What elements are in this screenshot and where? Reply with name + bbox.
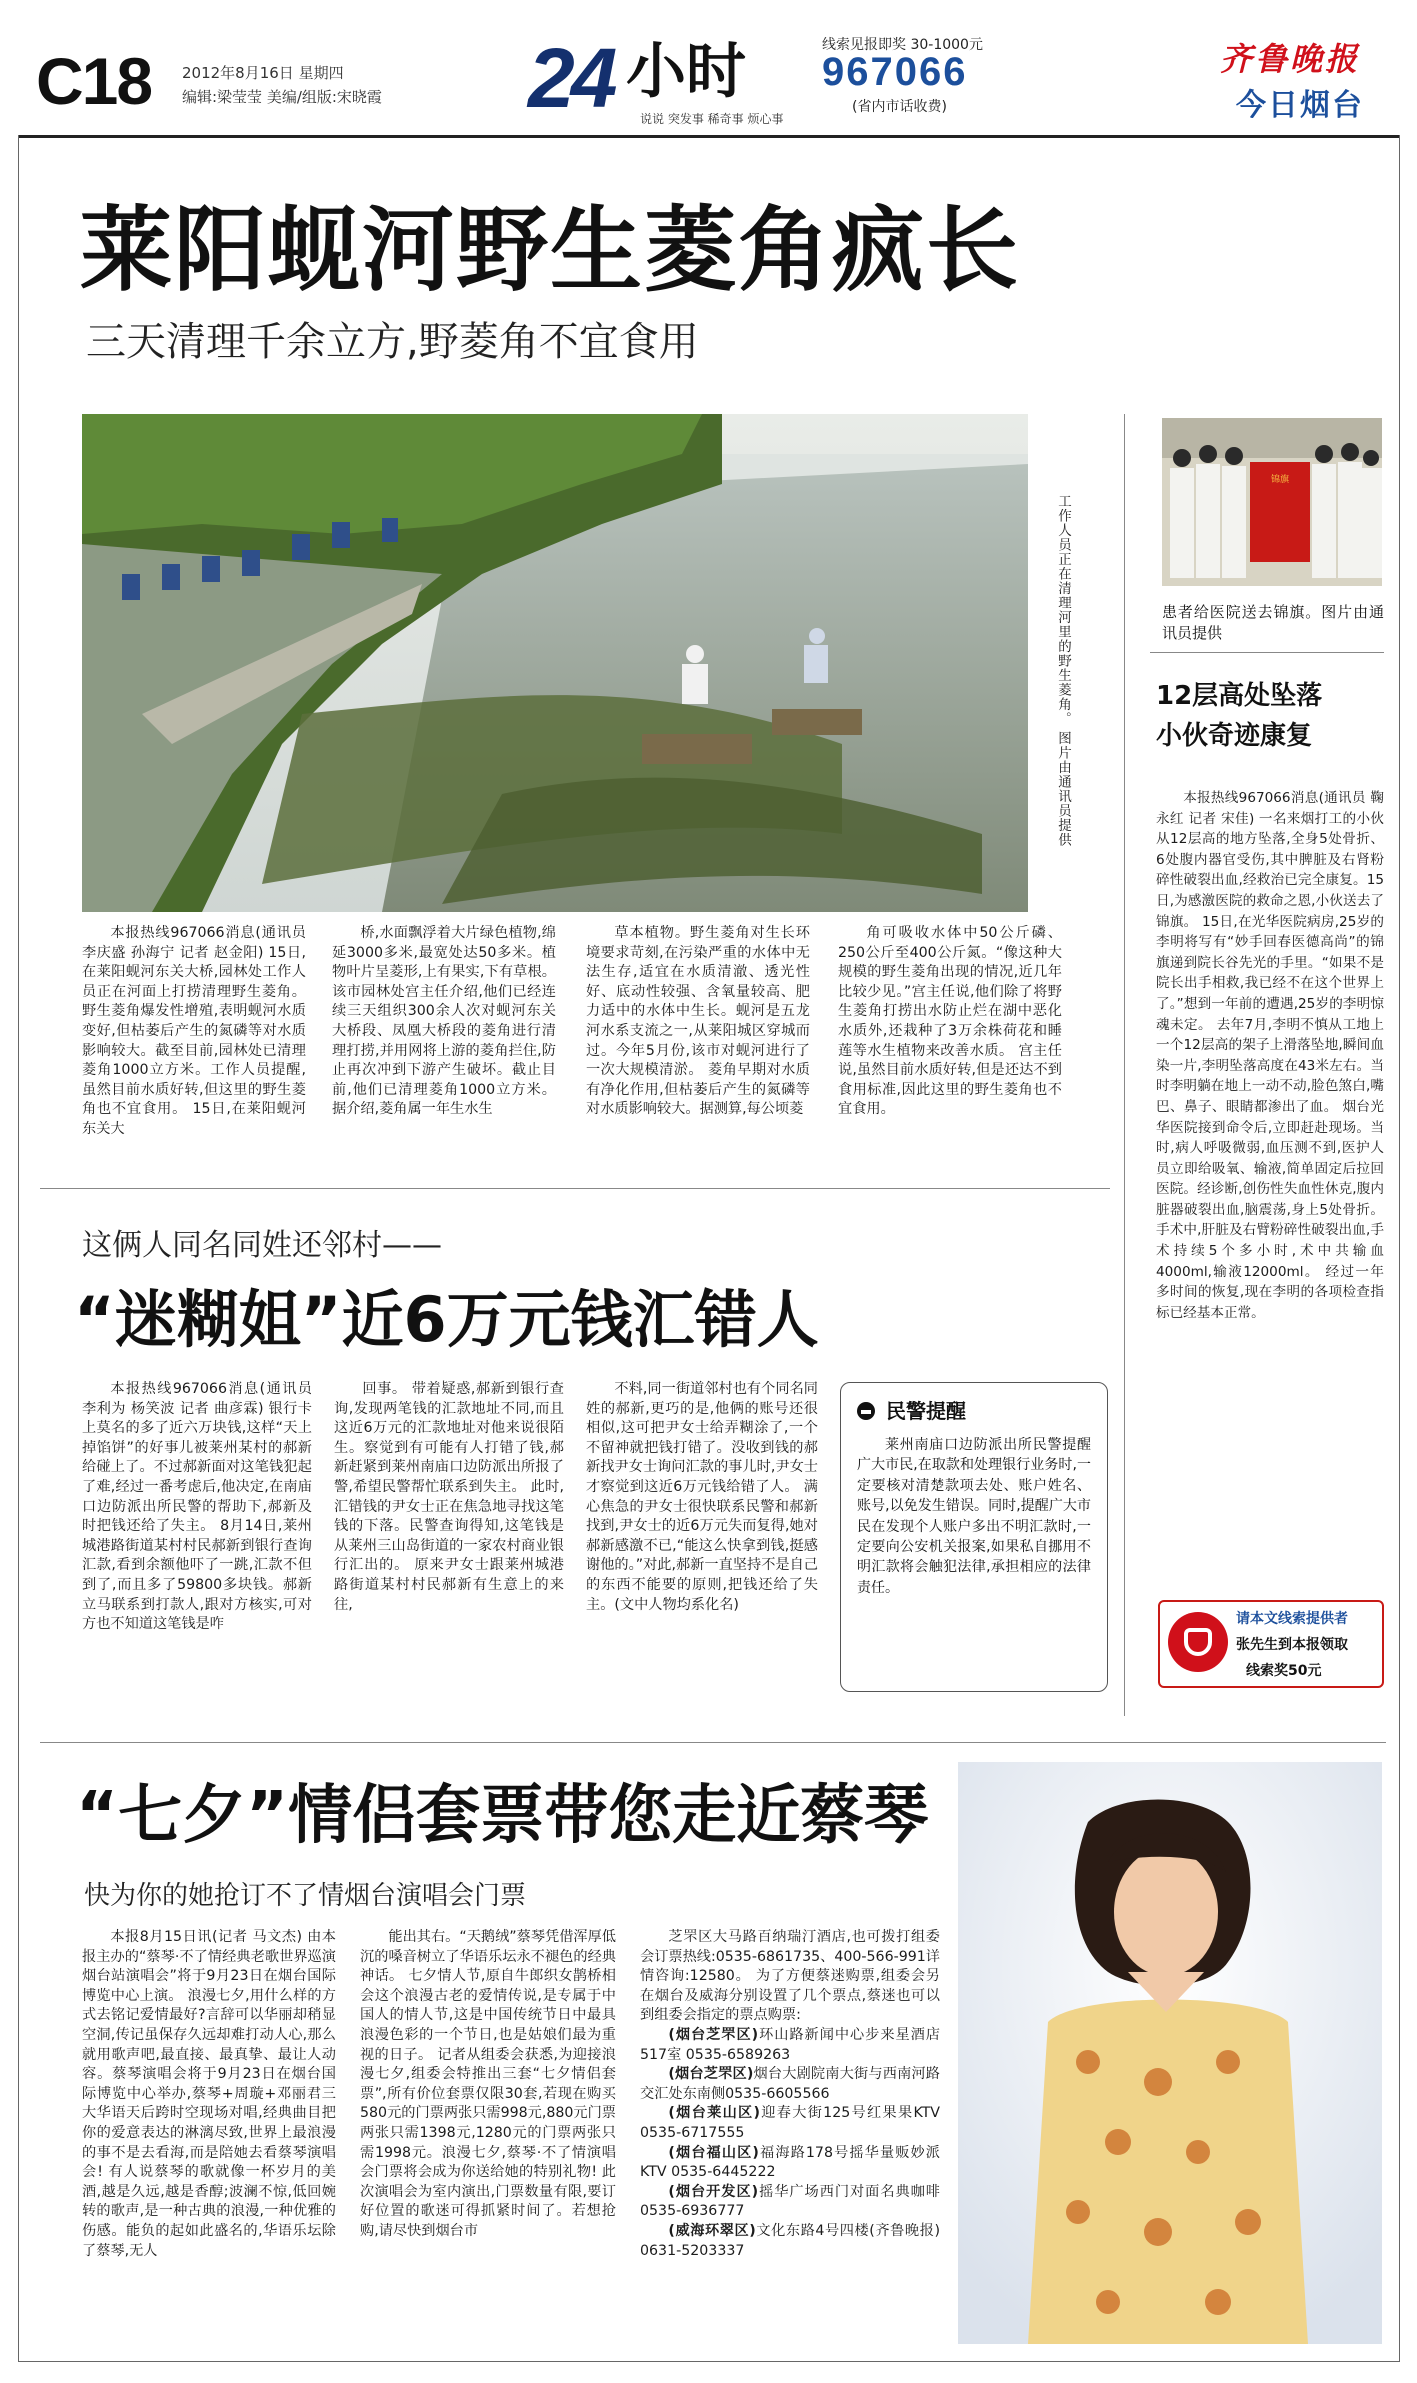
alert-icon	[857, 1402, 875, 1420]
ticket-outlet-list	[640, 2026, 940, 2261]
outlet-detail: 迎春大街125号红果果KTV 0535-6717555	[640, 2105, 941, 2141]
reward-line-2: 张先生到本报领取	[1236, 1637, 1348, 1653]
section-logo-text: 小时	[626, 37, 746, 107]
outlet-detail: 烟台大剧院南大街与西南河路交汇处东南侧0535-6605566	[640, 2066, 940, 2102]
story3-subhead: 快为你的她抢订不了情烟台演唱会门票	[84, 1881, 527, 1911]
ticket-outlet	[640, 2104, 940, 2143]
ticket-outlet	[640, 2222, 940, 2261]
phone-icon	[1168, 1612, 1228, 1672]
page-number: C18	[36, 44, 152, 118]
story2-column-1	[82, 1380, 312, 1635]
outlet-region: (烟台福山区)	[668, 2144, 759, 2161]
outlet-detail: 福海路178号摇华量贩妙派KTV 0535-6445222	[640, 2144, 940, 2181]
story1-column-2	[332, 924, 556, 1120]
sidebar-rule	[1124, 414, 1125, 1716]
ticket-outlet	[640, 2183, 940, 2222]
reward-line-3: 线索奖50元	[1246, 1663, 1322, 1679]
story3-column-1-text: 本报8月15日讯(记者 马文杰) 由本报主办的“蔡琴·不了情经典老歌世界巡演烟台站演唱会”将于9月23日在烟台国际博览中心上演。 浪漫七夕,用什么样的方式去铭记爱情最好?言辞可以华丽却稍显空洞,传记虽保存久远却难打动人心,那么就用歌声吧,最直接、最真挚、最让人动容。蔡琴演唱会将于9月23日在烟台国际博览中心举办,蔡琴+周璇+邓丽君三大华语天后跨时空现场对唱,经典曲目把你的爱意表达的淋漓尽致,世界上最浪漫的事不是去看海,而是陪她去看蔡琴演唱会! 有人说蔡琴的歌就像一杯岁月的美酒,越是久远,越是香醇;波澜不惊,低回婉转的歌声,是一种古典的浪漫,一种优雅的伤感。能负的起如此盛名的,华语乐坛除了蔡琴,无人	[82, 1929, 336, 2259]
story3-column-1	[82, 1928, 336, 2261]
story2-bottom-rule	[40, 1742, 1386, 1743]
sidebar-body-text: 本报热线967066消息(通讯员 鞠永红 记者 宋佳) 一名来烟打工的小伙从12层高的地方坠落,全身5处骨折、6处腹内器官受伤,其中脾脏及右肾粉碎性破裂出血,经救治已完全康复。15日,为感激医院的救命之恩,小伙送去了锦旗。 15日,在光华医院病房,25岁的李明将写有“妙手回春医德高尚”的锦旗递到院长谷先光的手里。“如果不是院长出手相救,我已经不在这个世界上了。”想到一年前的遭遇,25岁的李明惊魂未定。 去年7月,李明不慎从工地上一个12层高的架子上滑落坠地,瞬间血染一片,李明坠落高度在43米左右。当时李明躺在地上一动不动,脸色煞白,嘴巴、鼻子、眼睛都渗出了血。 烟台光华医院接到命令后,立即赶赴现场。当时,病人呼吸微弱,血压测不到,医护人员立即给吸氧、输液,简单固定后拉回医院。经诊断,创伤性失血性休克,腹内脏器破裂出血,脑震荡,身上5处骨折。手术中,肝脏及右臂粉碎性破裂出血,手术持续5个多小时,术中共输血4000ml,输液12000ml。 经过一年多时间的恢复,现在李明的各项检查指标已经基本正常。	[1156, 790, 1384, 1321]
page-left-rule	[18, 135, 19, 2362]
story1-column-3	[586, 924, 810, 1120]
story2-kicker: 这俩人同名同姓还邻村——	[82, 1228, 442, 1263]
sidebar-headline-line1: 12层高处坠落	[1156, 681, 1323, 711]
hotline-number: 967066	[822, 50, 968, 94]
page-bottom-rule	[18, 2361, 1400, 2362]
ticket-outlet	[640, 2144, 940, 2183]
section-logo	[528, 31, 810, 134]
sidebar-caption-rule	[1150, 652, 1384, 653]
story1-column-4-text: 角可吸收水体中50公斤磷、250公斤至400公斤氮。“像这种大规模的野生菱角出现的情况,近几年比较少见。”宫主任说,他们除了将野生菱角打捞出水防止烂在湖中恶化水质外,还栽种了3万余株荷花和睡莲等水生植物来改善水质。 宫主任说,虽然目前水质好转,但是还达不到食用标准,因此这里的野生菱角也不宜食用。	[838, 925, 1062, 1118]
story3-column-2	[360, 1928, 616, 2242]
sidebar-photo-caption: 患者给医院送去锦旗。图片由通讯员提供	[1162, 603, 1384, 642]
paper-name: 齐鲁晚报	[1220, 40, 1361, 78]
story1-column-4	[838, 924, 1062, 1120]
outlet-detail: 文化东路4号四楼(齐鲁晚报) 0631-5203337	[640, 2222, 940, 2259]
story1-column-2-text: 桥,水面飘浮着大片绿色植物,绵延3000多米,最宽处达50多米。植物叶片呈菱形,上有果实,下有草根。 该市园林处宫主任介绍,他们已经连续三天组织300余人次对蚬河东关大桥段、凤凰大桥段的菱角进行清理打捞,并用网将上游的菱角拦住,防止再次冲到下游产生破坏。截止目前,他们已清理菱角1000立方米。 据介绍,菱角属一年生水生	[332, 925, 556, 1118]
ticket-outlet	[640, 2026, 940, 2065]
story2-column-3	[586, 1380, 818, 1615]
outlet-region: (威海环翠区)	[668, 2222, 756, 2239]
sidebar-body	[1156, 788, 1384, 1323]
reward-line-1: 请本文线索提供者	[1236, 1611, 1348, 1627]
date-line: 2012年8月16日 星期四	[182, 64, 344, 82]
story2-column-1-text: 本报热线967066消息(通讯员 李利为 杨笑波 记者 曲彦霖) 银行卡上莫名的多了近六万块钱,这样“天上掉馅饼”的好事儿被莱州某村的郝新给碰上了。不过郝新面对这笔钱犯起了难,经过一番考虑后,他决定,在南庙口边防派出所民警的帮助下,郝新及时把钱还给了失主。 8月14日,莱州城港路街道某村村民郝新到银行查询汇款,看到余额他吓了一跳,汇款不但到了,而且多了59800多块钱。郝新立马联系到打款人,跟对方核实,可对方也不知道这笔钱是咋	[82, 1381, 312, 1633]
hospital-banner-image	[1162, 418, 1382, 586]
outlet-region: (烟台芝罘区)	[668, 2066, 754, 2083]
outlet-detail: 环山路新闻中心步来星酒店517室 0535-6589263	[640, 2026, 940, 2063]
editor-line: 编辑:梁莹莹 美编/组版:宋晓霞	[182, 88, 382, 106]
story3-column-2-text: 能出其右。“天鹅绒”蔡琴凭借浑厚低沉的嗓音树立了华语乐坛永不褪色的经典神话。 七夕情人节,原自牛郎织女鹊桥相会这个浪漫古老的爱情传说,是专属于中国人的情人节,这是中国传统节日中最具浪漫色彩的一个节日,也是姑娘们最为重视的日子。 记者从组委会获悉,为迎接浪漫七夕,组委会特推出三套“七夕情侣套票”,所有价位套票仅限30套,若现在购买580元的门票两张只需998元,880元门票两张只需1398元,1280元的门票两张只需1998元。浪漫七夕,蔡琴·不了情演唱会门票将会成为你送给她的特别礼物! 此次演唱会为室内演出,门票数量有限,要订好位置的歌迷可得抓紧时间了。若想抢购,请尽快到烟台市	[360, 1929, 616, 2239]
story3-headline: “七夕”情侣套票带您走近蔡琴	[76, 1779, 929, 1853]
banner-image-text: 锦旗	[1270, 475, 1290, 485]
story1-column-1-text: 本报热线967066消息(通讯员 李庆盛 孙海宁 记者 赵金阳) 15日,在莱阳蚬河东关大桥,园林处工作人员正在河面上打捞清理野生菱角。野生菱角爆发性增殖,表明蚬河水质变好,但枯萎后产生的氮磷等对水质影响较大。截至目前,园林处已清理菱角1000立方米。工作人员提醒,虽然目前水质好转,但这里的野生菱角也不宜食用。 15日,在莱阳蚬河东关大	[82, 925, 306, 1137]
outlet-detail: 摇华广场西门对面名典咖啡 0535-6936777	[640, 2183, 940, 2220]
story1-photo-caption: 工作人员正在清理河里的野生菱角。 图片由通讯员提供	[1055, 494, 1071, 848]
story2-tip-box	[840, 1382, 1108, 1692]
edition-name: 今日烟台	[1236, 88, 1364, 123]
story2-headline: “迷糊姐”近6万元钱汇错人	[74, 1283, 819, 1356]
sidebar-headline-line2: 小伙奇迹康复	[1156, 721, 1313, 751]
ticket-outlet	[640, 2065, 940, 2104]
section-logo-number: 24	[528, 31, 614, 125]
singer-portrait-image	[958, 1762, 1382, 2344]
story3-column-3-intro: 芝罘区大马路百纳瑞汀酒店,也可拨打组委会订票热线:0535-6861735、400-566-991详情咨询:12580。 为了方便蔡迷购票,组委会另在烟台及威海分别设置了几个票点,蔡迷也可以到组委会指定的票点购票:	[640, 1929, 940, 2024]
page-right-rule	[1399, 135, 1400, 2362]
story1-subhead: 三天清理千余立方,野菱角不宜食用	[86, 319, 699, 365]
story2-column-2	[334, 1380, 564, 1615]
sidebar-reward-ad	[1158, 1600, 1384, 1688]
tip-body: 莱州南庙口边防派出所民警提醒广大市民,在取款和处理银行业务时,一定要核对清楚款项去处、账户姓名、账号,以免发生错误。同时,提醒广大市民在发现个人账户多出不明汇款时,一定要向公安机关报案,如果私自挪用不明汇款将会触犯法律,承担相应的法律责任。	[857, 1437, 1091, 1596]
river-scene-image	[82, 414, 1028, 912]
story1-headline: 莱阳蚬河野生菱角疯长	[80, 197, 1021, 304]
tip-title-row	[857, 1397, 1091, 1425]
hotline-note: 线索见报即奖 30-1000元	[822, 37, 983, 53]
hotline-sub: (省内市话收费)	[852, 99, 947, 115]
outlet-region: (烟台芝罘区)	[668, 2026, 759, 2043]
tip-title: 民警提醒	[885, 1399, 966, 1423]
story1-bottom-rule	[40, 1188, 1110, 1189]
story3-photo	[958, 1762, 1382, 2344]
story1-photo	[82, 414, 1028, 912]
section-tagline: 说说 突发事 稀奇事 烦心事	[640, 112, 784, 126]
header-rule	[18, 135, 1400, 138]
outlet-region: (烟台开发区)	[668, 2183, 759, 2200]
story1-column-1	[82, 924, 306, 1140]
outlet-region: (烟台莱山区)	[668, 2105, 761, 2122]
story2-column-2-text: 回事。 带着疑惑,郝新到银行查询,发现两笔钱的汇款地址不同,而且这近6万元的汇款地址对他来说很陌生。察觉到有可能有人打错了钱,郝新赶紧到莱州南庙口边防派出所报了警,希望民警帮忙联系到失主。 此时,汇错钱的尹女士正在焦急地寻找这笔钱的下落。民警查询得知,这笔钱是从莱州三山岛街道的一家农村商业银行汇出的。 原来尹女士跟莱州城港路街道某村村民郝新有生意上的来往,	[334, 1381, 564, 1613]
story2-column-3-text: 不料,同一街道邻村也有个同名同姓的郝新,更巧的是,他俩的账号还很相似,这可把尹女士给弄糊涂了,一个不留神就把钱打错了。没收到钱的郝新找尹女士询问汇款的事儿时,尹女士才察觉到这近6万元钱给错了人。 满心焦急的尹女士很快联系民警和郝新找到,尹女士的近6万元失而复得,她对郝新感激不已,“能这么快拿到钱,挺感谢他的。”对此,郝新一直坚持不是自己的东西不能要的原则,把钱还给了失主。(文中人物均系化名)	[586, 1381, 818, 1613]
story1-column-3-text: 草本植物。野生菱角对生长环境要求苛刻,在污染严重的水体中无法生存,适宜在水质清澈、透光性好、底动性较强、含氧量较高、肥力适中的水体中生长。蚬河是五龙河水系支流之一,从莱阳城区穿城而过。今年5月份,该市对蚬河进行了一次大规模清淤。 菱角早期对水质有净化作用,但枯萎后产生的氮磷等对水质影响较大。据测算,每公顷菱	[586, 925, 810, 1118]
sidebar-photo	[1162, 418, 1382, 586]
story3-column-3	[640, 1928, 940, 2261]
